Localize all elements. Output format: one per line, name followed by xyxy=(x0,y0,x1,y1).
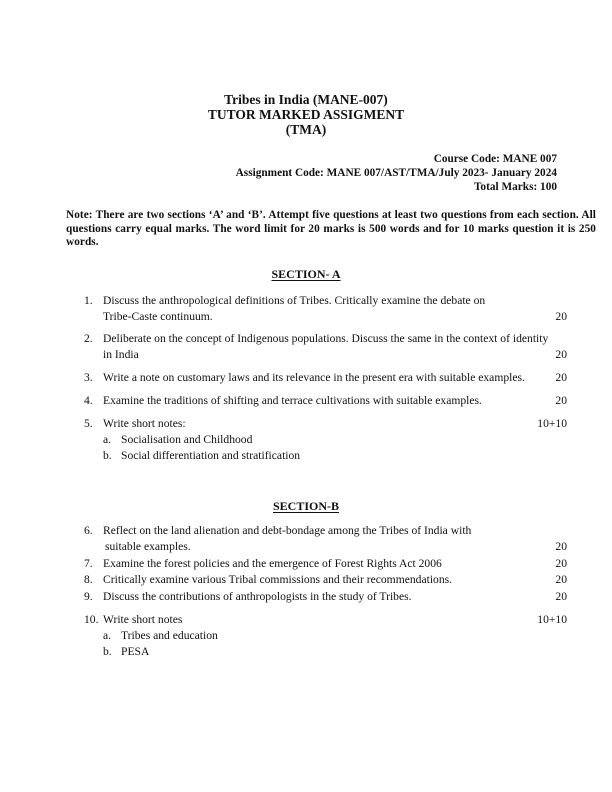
sub-text: PESA xyxy=(121,645,150,658)
question-3 xyxy=(84,370,567,386)
question-number: 5. xyxy=(84,417,93,430)
question-8 xyxy=(84,572,567,588)
question-marks: 20 xyxy=(555,394,567,407)
question-9 xyxy=(84,589,567,605)
document-subtitle: TUTOR MARKED ASSIGMENT xyxy=(207,107,405,122)
question-text-line1: Deliberate on the concept of Indigenous populations. Discuss the same in the context of identity xyxy=(103,332,549,345)
question-text: Critically examine various Tribal commissions and their recommendations. xyxy=(103,573,453,586)
document-subtitle-abbrev: (TMA) xyxy=(285,122,327,137)
question-2 xyxy=(84,331,567,363)
question-number: 7. xyxy=(84,557,93,570)
total-marks: Total Marks: 100 xyxy=(473,181,557,193)
section-a-heading-text: SECTION- A xyxy=(271,267,341,281)
sub-text: Socialisation and Childhood xyxy=(121,433,253,446)
question-marks: 20 xyxy=(555,590,567,603)
question-10-sub-b xyxy=(103,644,149,660)
question-text-line1: Discuss the anthropological definitions of Tribes. Critically examine the debate on xyxy=(103,294,486,307)
question-text: Examine the forest policies and the emergence of Forest Rights Act 2006 xyxy=(103,557,442,570)
question-text: Write short notes xyxy=(103,613,183,626)
question-5 xyxy=(84,416,567,432)
sub-text: Tribes and education xyxy=(121,629,218,642)
question-number: 6. xyxy=(84,524,93,537)
question-marks: 20 xyxy=(555,573,567,586)
assignment-code: Assignment Code: MANE 007/AST/TMA/July 2023- January 2024 xyxy=(235,167,557,179)
question-10-sub-a xyxy=(103,628,218,644)
instructions-note: Note: There are two sections ‘A’ and ‘B’. Attempt five questions at least two questions from each section. All questions carry equal marks. The word limit for 20 marks is 500 words and for 10 marks question it is 250 words. xyxy=(66,209,596,249)
question-number: 9. xyxy=(84,590,93,603)
question-number: 8. xyxy=(84,573,93,586)
question-text-line2: suitable examples. xyxy=(105,540,191,553)
question-5-sub-b xyxy=(103,448,300,464)
sub-letter: b. xyxy=(103,645,112,658)
question-10 xyxy=(84,612,567,628)
question-6 xyxy=(84,523,567,555)
question-marks: 20 xyxy=(555,348,567,361)
question-4 xyxy=(84,393,567,409)
sub-letter: a. xyxy=(103,629,112,642)
sub-letter: b. xyxy=(103,449,112,462)
question-text: Write short notes: xyxy=(103,417,186,430)
question-marks: 20 xyxy=(555,540,567,553)
question-text-line2: Tribe-Caste continuum. xyxy=(103,310,213,323)
section-b-heading-text: SECTION-B xyxy=(272,499,340,513)
section-a-heading xyxy=(0,267,612,282)
question-number: 4. xyxy=(84,394,93,407)
question-text: Examine the traditions of shifting and terrace cultivations with suitable examples. xyxy=(103,394,482,407)
question-number: 2. xyxy=(84,332,93,345)
question-number: 3. xyxy=(84,371,93,384)
question-text-line1: Reflect on the land alienation and debt-bondage among the Tribes of India with xyxy=(103,524,472,537)
question-marks: 10+10 xyxy=(537,613,567,626)
question-text: Write a note on customary laws and its relevance in the present era with suitable examples. xyxy=(103,371,525,384)
sub-text: Social differentiation and stratification xyxy=(121,449,301,462)
question-1 xyxy=(84,293,567,325)
question-5-sub-a xyxy=(103,432,252,448)
question-7 xyxy=(84,556,567,572)
course-code: Course Code: MANE 007 xyxy=(433,153,557,165)
question-text-line2: in India xyxy=(103,348,139,361)
question-marks: 20 xyxy=(555,371,567,384)
section-b-heading xyxy=(0,499,612,514)
question-number: 1. xyxy=(84,294,93,307)
question-marks: 20 xyxy=(555,557,567,570)
document-title: Tribes in India (MANE-007) xyxy=(224,92,388,107)
question-number: 10. xyxy=(84,613,99,626)
question-text: Discuss the contributions of anthropologists in the study of Tribes. xyxy=(103,590,412,603)
sub-letter: a. xyxy=(103,433,112,446)
question-marks: 20 xyxy=(555,310,567,323)
question-marks: 10+10 xyxy=(537,417,567,430)
